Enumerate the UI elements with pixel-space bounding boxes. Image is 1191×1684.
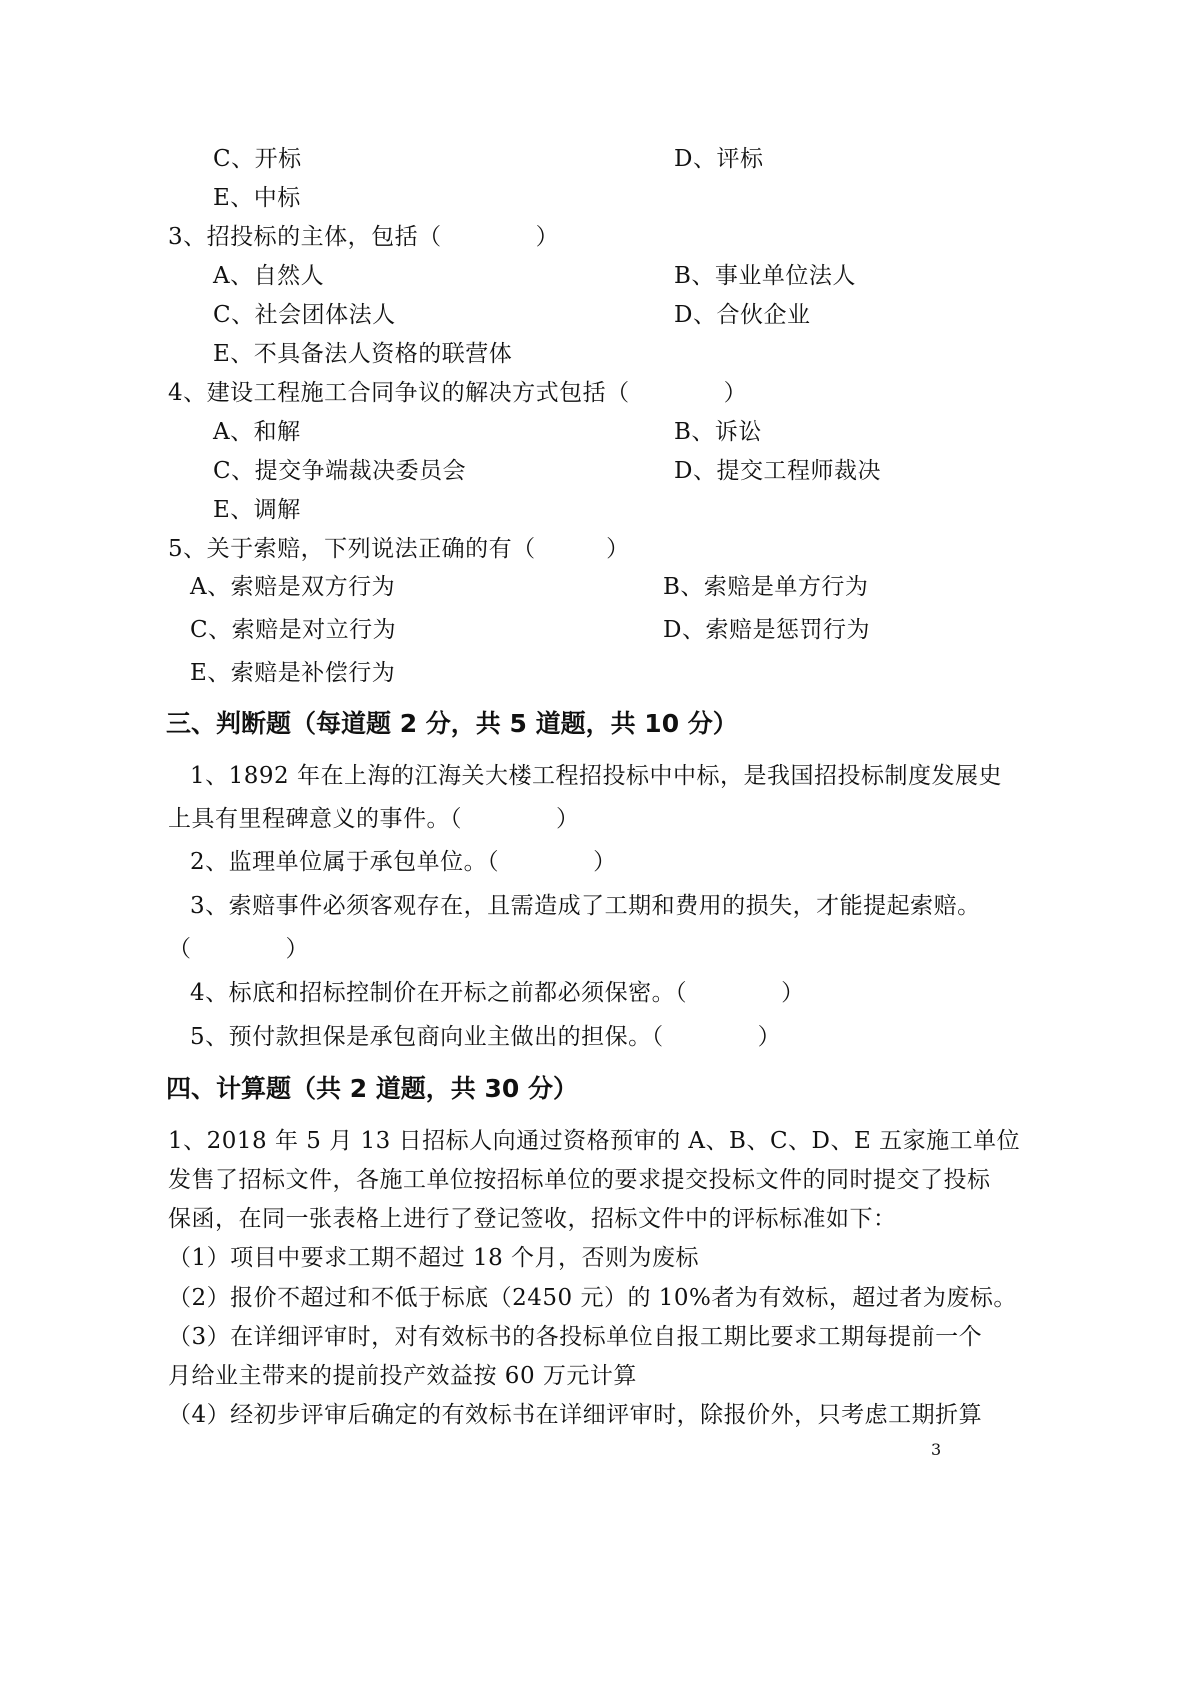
q4-option-d: D、提交工程师裁决 (674, 458, 881, 484)
s4-criterion-4: （4）经初步评审后确定的有效标书在详细评审时，除报价外，只考虑工期折算 (168, 1402, 983, 1428)
s3-q1-line1: 1、1892 年在上海的江海关大楼工程招投标中中标，是我国招投标制度发展史 (190, 763, 1002, 789)
s4-criterion-1: （1）项目中要求工期不超过 18 个月，否则为废标 (168, 1245, 700, 1271)
q3-option-a: A、自然人 (213, 263, 325, 289)
q2-option-e: E、中标 (213, 185, 301, 211)
q5-stem: 5、关于索赔，下列说法正确的有（ ） (168, 536, 630, 562)
q2-option-d: D、评标 (674, 146, 764, 172)
q5-option-a: A、索赔是双方行为 (190, 574, 396, 600)
s4-criterion-2: （2）报价不超过和不低于标底（2450 元）的 10%者为有效标，超过者为废标。 (168, 1285, 1017, 1311)
s4-p1-line2: 发售了招标文件，各施工单位按招标单位的要求提交投标文件的同时提交了投标 (168, 1167, 991, 1193)
q4-option-b: B、诉讼 (674, 419, 762, 445)
q2-option-c: C、开标 (213, 146, 302, 172)
q5-option-b: B、索赔是单方行为 (663, 574, 869, 600)
s4-p1-line1: 1、2018 年 5 月 13 日招标人向通过资格预审的 A、B、C、D、E 五家施工单位 (168, 1128, 1021, 1154)
s3-q3-line2: （ ） (168, 936, 309, 962)
s4-criterion-3-line1: （3）在详细评审时，对有效标书的各投标单位自报工期比要求工期每提前一个 (168, 1324, 983, 1350)
section4-heading: 四、计算题（共 2 道题，共 30 分） (166, 1074, 579, 1103)
q3-option-c: C、社会团体法人 (213, 302, 396, 328)
q3-option-d: D、合伙企业 (674, 302, 811, 328)
page-number: 3 (931, 1440, 942, 1459)
q4-option-c: C、提交争端裁决委员会 (213, 458, 467, 484)
s4-p1-line3: 保函，在同一张表格上进行了登记签收，招标文件中的评标标准如下： (168, 1206, 897, 1232)
q3-option-e: E、不具备法人资格的联营体 (213, 341, 513, 367)
s4-criterion-3-line2: 月给业主带来的提前投产效益按 60 万元计算 (168, 1363, 637, 1389)
q4-stem: 4、建设工程施工合同争议的解决方式包括（ ） (168, 380, 748, 406)
q3-option-b: B、事业单位法人 (674, 263, 856, 289)
s3-q2: 2、监理单位属于承包单位。（ ） (190, 849, 617, 875)
q4-option-a: A、和解 (213, 419, 301, 445)
q4-option-e: E、调解 (213, 497, 301, 523)
section3-heading: 三、判断题（每道题 2 分，共 5 道题，共 10 分） (166, 709, 738, 738)
q5-option-c: C、索赔是对立行为 (190, 617, 397, 643)
q3-stem: 3、招投标的主体，包括（ ） (168, 224, 560, 250)
s3-q5: 5、预付款担保是承包商向业主做出的担保。（ ） (190, 1024, 782, 1050)
s3-q3-line1: 3、索赔事件必须客观存在，且需造成了工期和费用的损失，才能提起索赔。 (190, 893, 981, 919)
q5-option-d: D、索赔是惩罚行为 (663, 617, 870, 643)
q5-option-e: E、索赔是补偿行为 (190, 660, 396, 686)
s3-q1-line2: 上具有里程碑意义的事件。（ ） (168, 806, 580, 832)
s3-q4: 4、标底和招标控制价在开标之前都必须保密。（ ） (190, 980, 805, 1006)
